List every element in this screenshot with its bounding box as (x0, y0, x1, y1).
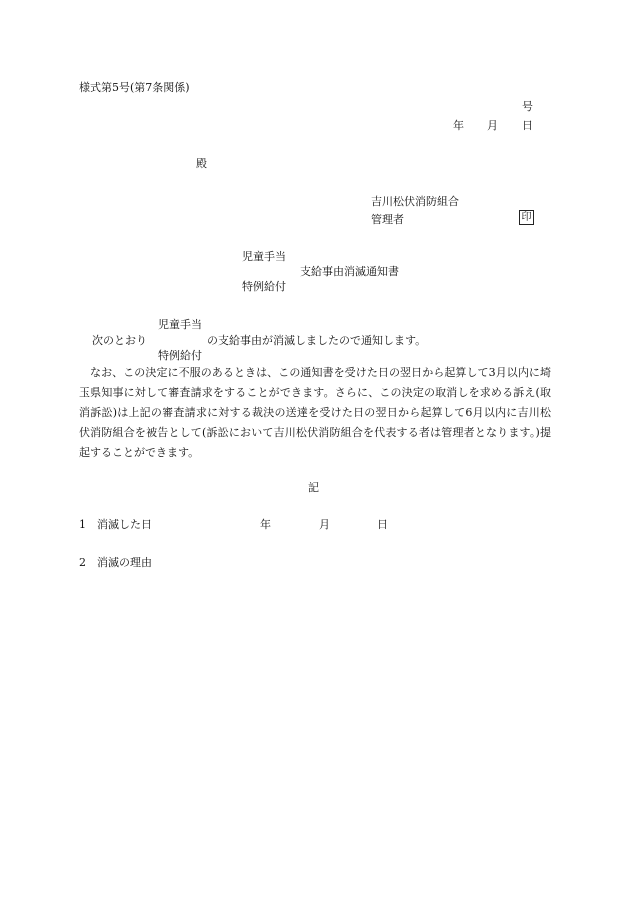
item-1-label: 消滅した日 (97, 518, 152, 531)
date-month: 月 (487, 119, 498, 132)
item-1-number: 1 (79, 518, 86, 531)
sender-title: 管理者 (371, 213, 404, 226)
item-1-month: 月 (319, 518, 330, 531)
number-label: 号 (522, 100, 533, 113)
appeal-paragraph: なお、この決定に不服のあるときは、この通知書を受けた日の翌日から起算して3月以内に埼玉県知事に対して審査請求をすることができます。さらに、この決定の取消しを求める訴え(取消訴訟)は上記の審査請求に対する裁決の送達を受けた日の翌日から起算して6月以内に吉川松伏消防組合を被告として(訴訟において吉川松伏消防組合を代表する者は管理者となります。)提起することができます。 (79, 366, 551, 459)
notice-suffix: の支給事由が消滅しましたので通知します。 (207, 334, 427, 347)
notice-option-1: 児童手当 (158, 318, 202, 331)
doc-title-option-2: 特例給付 (242, 280, 286, 293)
item-2-number: 2 (79, 556, 86, 569)
item-2-label: 消滅の理由 (97, 556, 152, 569)
notice-prefix: 次のとおり (92, 334, 147, 347)
seal-mark: 印 (519, 210, 534, 225)
item-1-year: 年 (260, 518, 271, 531)
item-1-day: 日 (377, 518, 388, 531)
date-day: 日 (522, 119, 533, 132)
form-label: 様式第5号(第7条関係) (79, 81, 190, 94)
sender-organization: 吉川松伏消防組合 (371, 195, 459, 208)
doc-title-option-1: 児童手当 (242, 250, 286, 263)
notice-option-2: 特例給付 (158, 349, 202, 362)
date-year: 年 (453, 119, 464, 132)
addressee-suffix: 殿 (196, 157, 207, 170)
ki-heading: 記 (308, 481, 319, 494)
doc-title-main: 支給事由消滅通知書 (300, 265, 399, 278)
